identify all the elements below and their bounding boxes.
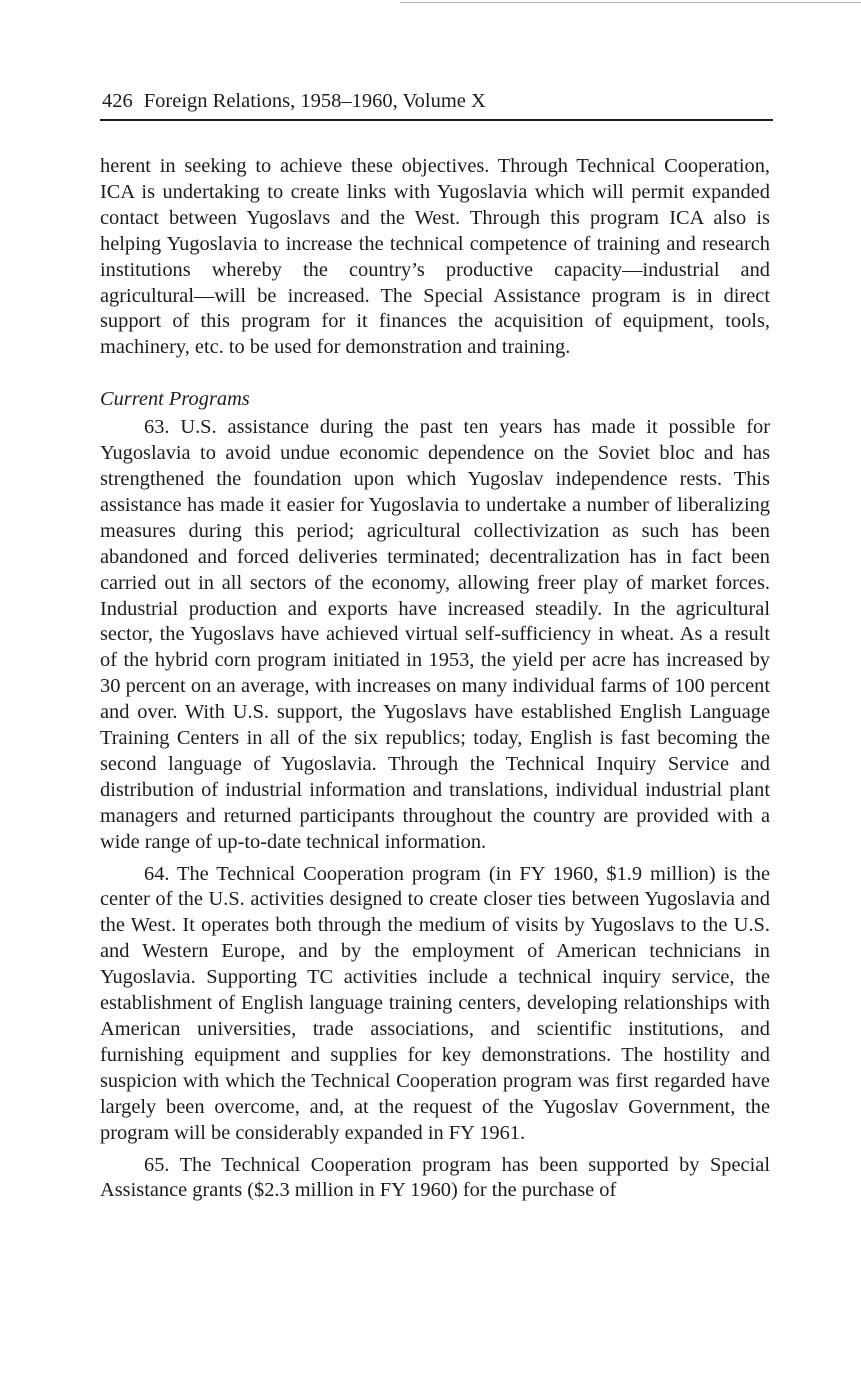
running-header xyxy=(102,88,772,114)
section-heading: Current Programs xyxy=(100,388,250,411)
paragraph-continuation: herent in seeking to achieve these objectives. Through Technical Cooperation, ICA is undertaking to create links with Yugoslavia which will permit expanded contact between Yugoslavs and the West. Through this program ICA also is helping Yugoslavia to increase the technical competence of training and research institutions whereby the country’s productive capacity—industrial and agricultural—will be increased. The Special Assistance program is in direct support of this program for it finances the acquisition of equipment, tools, machinery, etc. to be used for demonstration and training. xyxy=(100,155,770,359)
page-number: 426 xyxy=(102,90,133,112)
paragraph-65: 65. The Technical Cooperation program has been supported by Special Assistance grants ($2.3 million in FY 1960) for the purchase of xyxy=(100,1153,770,1202)
document-body xyxy=(100,154,770,1204)
scan-edge-line xyxy=(400,2,861,3)
paragraph-64: 64. The Technical Cooperation program (in FY 1960, $1.9 million) is the center of the U.S. activities designed to create closer ties between Yugoslavia and the West. It operates both through the medium of visits by Yugoslavs to the U.S. and Western Europe, and by the employment of American technicians in Yugoslavia. Supporting TC activities include a technical inquiry service, the establishment of English language training centers, developing relationships with American universities, trade associations, and scientific institutions, and furnishing equipment and supplies for key demonstrations. The hostility and suspicion with which the Technical Cooperation program was first regarded have largely been overcome, and, at the request of the Yugoslav Government, the program will be considerably expanded in FY 1961. xyxy=(100,862,770,1144)
running-title: Foreign Relations, 1958–1960, Volume X xyxy=(143,90,486,112)
paragraph-63: 63. U.S. assistance during the past ten years has made it possible for Yugoslavia to avoid undue economic dependence on the Soviet bloc and has strengthened the foundation upon which Yugoslav independence rests. This assistance has made it easier for Yugoslavia to undertake a number of liberalizing measures during this period; agricultural collectivization as such has been abandoned and forced deliveries terminated; decentralization has in fact been carried out in all sectors of the economy, allowing freer play of market forces. Industrial production and exports have increased steadily. In the agricultural sector, the Yugoslavs have achieved virtual self-sufficiency in wheat. As a result of the hybrid corn program initiated in 1953, the yield per acre has increased by 30 percent on an average, with increases on many individual farms of 100 percent and over. With U.S. support, the Yugoslavs have established English Language Training Centers in all of the six republics; today, English is fast becoming the second language of Yugoslavia. Through the Technical Inquiry Service and distribution of industrial information and translations, individual industrial plant managers and returned participants throughout the country are provided with a wide range of up-to-date technical information. xyxy=(100,416,770,853)
header-rule xyxy=(100,119,773,121)
